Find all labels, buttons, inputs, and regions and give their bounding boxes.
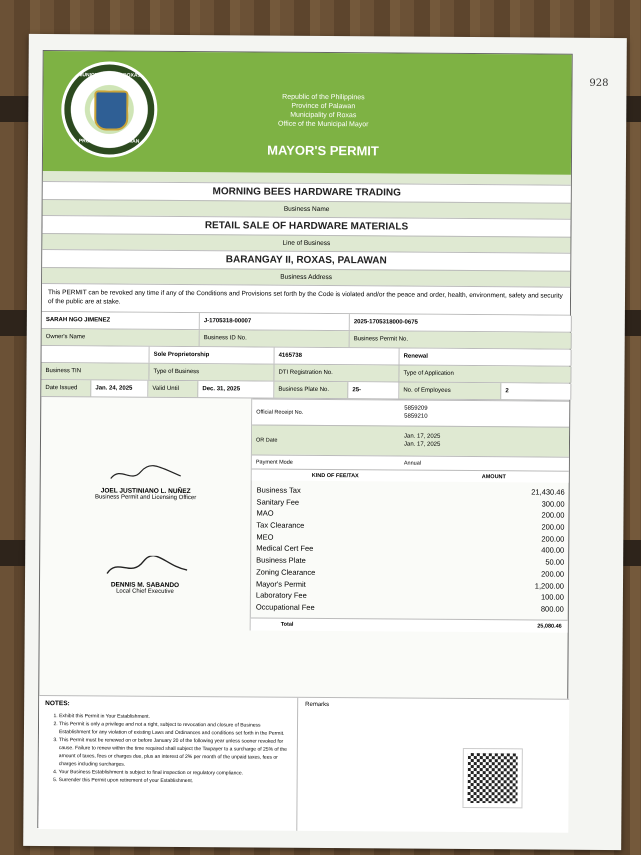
officer-signature <box>41 463 251 501</box>
or-date-values: Jan. 17, 2025 Jan. 17, 2025 <box>403 433 441 448</box>
fee-amount: 400.00 <box>541 545 565 556</box>
fee-name: Business Tax <box>256 485 301 495</box>
fee-name: Medical Cert Fee <box>256 543 314 554</box>
fee-amount: 1,200.00 <box>534 580 565 591</box>
fee-name: MAO <box>256 508 274 519</box>
page-title: MAYOR'S PERMIT <box>267 142 379 159</box>
fee-amount: 300.00 <box>541 499 565 509</box>
permit-number-label: Business Permit No. <box>350 331 572 349</box>
note-item: 2. This Permit is only a privilege and not a right, subject to revocation and closure of Business Establishment for any violation of existing Laws and Ordinances and conditions set forth in the Permit. <box>59 720 291 738</box>
permit-number: 2025-1705318000-0675 <box>350 314 572 332</box>
valid-until: Dec. 31, 2025 <box>198 381 274 398</box>
notes-list <box>51 712 291 786</box>
date-issued: Jan. 24, 2025 <box>91 380 148 396</box>
business-name: MORNING BEES HARDWARE TRADING <box>43 181 571 203</box>
fee-amount: 50.00 <box>545 557 565 567</box>
payment-section <box>40 396 570 632</box>
gov-line: Republic of the Philippines <box>282 93 365 102</box>
seal-shield-icon <box>94 90 128 130</box>
or-label: Official Receipt No. <box>256 409 304 416</box>
seal-bottom-text: PROVINCE OF PALAWAN <box>78 138 140 145</box>
owner-name: SARAH NGO JIMENEZ <box>42 312 200 329</box>
fee-row <box>250 601 570 615</box>
or-date-label: OR Date <box>255 437 278 444</box>
gov-line: Municipality of Roxas <box>290 111 357 120</box>
fee-amount: 200.00 <box>541 522 565 532</box>
fee-amount: 200.00 <box>541 534 565 544</box>
officer-title: Business Permit and Licensing Officer <box>94 494 197 502</box>
plate-number-label: Business Plate No. <box>274 382 348 399</box>
business-tin <box>42 346 150 363</box>
gov-line: Office of the Municipal Mayor <box>277 120 369 129</box>
business-address-label: Business Address <box>42 267 570 287</box>
officer-signature-mark <box>101 463 191 486</box>
fee-list <box>250 484 571 615</box>
employees-count: 2 <box>501 383 571 399</box>
municipal-seal-icon <box>61 61 158 158</box>
owner-name-label: Owner's Name <box>42 329 200 346</box>
total-amount: 25,080.46 <box>537 623 562 630</box>
business-id: J-1705318-00007 <box>200 313 350 330</box>
application-type-label: Type of Application <box>399 366 571 383</box>
fee-amount: 200.00 <box>541 569 565 579</box>
notes-title: NOTES: <box>45 700 70 708</box>
business-name-label: Business Name <box>43 199 571 219</box>
fee-name: MEO <box>256 532 274 542</box>
payment-mode: Annual <box>403 460 422 467</box>
fee-amount: 200.00 <box>541 510 565 521</box>
business-address: BARANGAY II, ROXAS, PALAWAN <box>42 249 570 271</box>
executive-name: DENNIS M. SABANDO <box>110 581 180 589</box>
line-of-business-label: Line of Business <box>42 233 570 253</box>
executive-signature <box>40 555 250 595</box>
permit-header <box>43 51 572 175</box>
fee-amount: 100.00 <box>540 592 564 602</box>
fee-name: Tax Clearance <box>256 520 305 530</box>
remarks-label: Remarks <box>305 701 330 709</box>
note-item: 3. This Permit must be renewed on or before January 20 of the following year unless sooner revoked for cause. Failure to renew within the time required shall subject the Taxpayer to a surcharge of 25% of the amount of taxes, fees or charges due, plus an interest of 2% per month of the unpaid taxes, fees or charges including surcharges. <box>59 736 291 770</box>
note-item: 1. Exhibit this Permit in Your Establishment. <box>59 712 291 722</box>
fee-amount: 800.00 <box>540 604 564 614</box>
plate-number: 25- <box>348 382 399 398</box>
divider <box>296 698 298 831</box>
kind-header: KIND OF FEE/TAX <box>311 472 359 480</box>
or-values: 5859209 5859210 <box>404 405 428 420</box>
total-row <box>251 617 568 632</box>
fee-amount: 21,430.46 <box>531 487 565 497</box>
fee-name: Laboratory Fee <box>255 590 307 601</box>
fee-name: Mayor's Permit <box>255 579 306 589</box>
fee-name: Occupational Fee <box>255 602 315 612</box>
total-label: Total <box>280 621 294 628</box>
note-item: 4. Your Business Establishment is subject to final inspection or regulatory compliance. <box>59 768 291 778</box>
officer-name: JOEL JUSTINIANO L. NUÑEZ <box>100 487 191 496</box>
fee-header-row <box>252 468 569 482</box>
valid-until-label: Valid Until <box>148 381 198 397</box>
executive-title: Local Chief Executive <box>116 588 174 595</box>
amount-header: AMOUNT <box>481 474 506 481</box>
business-type-label: Type of Business <box>149 364 274 381</box>
revocation-note: This PERMIT can be revoked any time if any of the Conditions and Provisions set forth by the Code is violated and/or the peace and order, health, environment, safety and security of the public are at stake. <box>42 283 570 315</box>
business-tin-label: Business TIN <box>41 363 149 380</box>
government-heading <box>203 92 443 130</box>
executive-signature-mark <box>95 555 195 580</box>
or-row <box>252 398 569 426</box>
payment-mode-label: Payment Mode <box>255 459 293 466</box>
or-date-row <box>252 424 569 456</box>
permit-paper <box>23 34 627 850</box>
line-of-business: RETAIL SALE OF HARDWARE MATERIALS <box>42 215 570 237</box>
permit-document <box>37 50 572 832</box>
application-type: Renewal <box>400 349 572 366</box>
dti-number-label: DTI Registration No. <box>274 365 399 382</box>
seal-top-text: MUNICIPALITY OF ROXAS <box>78 72 141 79</box>
qr-code-icon <box>463 749 521 807</box>
gov-line: Province of Palawan <box>291 102 356 111</box>
date-issued-label: Date Issued <box>41 380 91 396</box>
fee-name: Sanitary Fee <box>256 497 300 507</box>
dti-number: 4165738 <box>275 348 400 365</box>
fee-name: Business Plate <box>256 555 306 565</box>
note-item: 5. Surrender this Permit upon retirement of your Establishment. <box>59 776 291 786</box>
notes-section <box>38 695 569 833</box>
fee-name: Zoning Clearance <box>256 567 316 577</box>
business-type: Sole Proprietorship <box>150 347 275 364</box>
business-id-label: Business ID No. <box>200 330 350 347</box>
handwritten-control-number: 928 <box>589 77 609 89</box>
employees-label: No. of Employees <box>399 383 501 400</box>
